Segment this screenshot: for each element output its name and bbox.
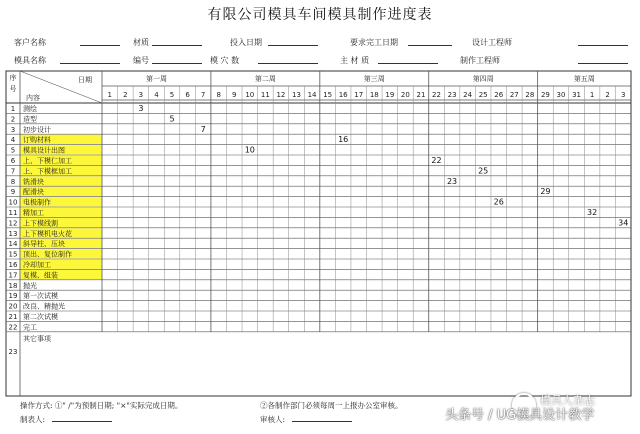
- main-material-label: 主 材 质: [340, 56, 370, 65]
- day-header: 8: [216, 91, 221, 99]
- task-name: 抛光: [23, 281, 37, 290]
- task-progress-mark: 25: [478, 166, 489, 176]
- task-name: 造型: [23, 115, 37, 124]
- day-header: 7: [200, 91, 206, 99]
- task-seq: 17: [8, 271, 18, 280]
- content-header: 内容: [26, 94, 40, 102]
- task-seq: 20: [8, 302, 18, 311]
- task-name: 精加工: [23, 209, 44, 217]
- other-seq: 23: [8, 347, 18, 356]
- task-progress-mark: 26: [493, 197, 504, 207]
- watermark-text: 头条号 / UG模具设计教学: [445, 408, 595, 423]
- task-name: 上下模机电火花: [23, 229, 72, 238]
- seq-header: 序: [9, 74, 17, 82]
- task-name: 模具设计出图: [23, 146, 65, 155]
- day-header: 16: [338, 91, 348, 99]
- preparer-field[interactable]: [52, 421, 112, 422]
- task-progress-mark: 16: [338, 135, 349, 145]
- task-name: 顶出、复位制作: [23, 250, 72, 259]
- task-progress-mark: 7: [200, 124, 206, 134]
- day-header: 26: [494, 91, 504, 99]
- task-seq: 5: [10, 146, 16, 155]
- task-seq: 11: [8, 209, 18, 217]
- day-header: 23: [447, 91, 457, 99]
- task-name: 复模、组装: [23, 271, 58, 280]
- day-header: 22: [432, 91, 441, 99]
- task-seq: 3: [10, 125, 16, 134]
- task-name: 第二次试模: [23, 313, 58, 321]
- page-title: 有限公司模具车间模具制作进度表: [207, 7, 433, 23]
- day-header: 25: [478, 91, 488, 99]
- report-note: ②各制作部门必须每周一上报办公室审核。: [260, 401, 403, 410]
- required-date-label: 要求完工日期: [350, 38, 398, 47]
- designer-label: 设计工程师: [472, 38, 512, 47]
- task-name: 上下模线割: [23, 219, 58, 228]
- day-header: 6: [185, 91, 190, 99]
- task-seq: 6: [10, 157, 16, 165]
- day-header: 11: [260, 91, 270, 99]
- task-name: 铣滑块: [23, 177, 44, 186]
- task-name: 上、下模仁加工: [23, 157, 72, 165]
- day-header: 27: [509, 91, 519, 99]
- start-date-label: 投入日期: [230, 38, 262, 47]
- task-seq: 12: [8, 219, 18, 228]
- day-header: 31: [572, 91, 582, 99]
- task-seq: 7: [10, 167, 16, 176]
- task-seq: 22: [8, 323, 18, 332]
- day-header: 2: [123, 91, 128, 99]
- task-name: 第一次试模: [23, 292, 58, 301]
- day-header: 15: [323, 91, 333, 99]
- number-label: 编号: [133, 56, 149, 65]
- day-header: 20: [400, 91, 410, 99]
- reviewer-field[interactable]: [292, 421, 352, 422]
- seq-header: 号: [9, 85, 17, 93]
- customer-label: 客户名称: [14, 38, 46, 47]
- task-seq: 1: [10, 105, 16, 113]
- preparer-label: 制表人:: [20, 415, 46, 424]
- day-header: 9: [232, 91, 237, 99]
- task-name: 改良、精抛光: [23, 302, 65, 311]
- mold-name-label: 模具名称: [14, 56, 46, 65]
- day-header: 5: [169, 91, 175, 99]
- date-header: 日期: [78, 76, 92, 84]
- task-seq: 8: [10, 177, 16, 186]
- task-seq: 14: [8, 240, 18, 249]
- operation-note: 操作方式: ①" /"为预制日期; "×"实际完成日期。: [20, 401, 183, 410]
- task-seq: 21: [8, 313, 18, 321]
- day-header: 29: [540, 91, 550, 99]
- task-seq: 13: [8, 229, 18, 238]
- maker-label: 制作工程师: [460, 56, 500, 65]
- day-header: 3: [620, 91, 626, 99]
- day-header: 1: [107, 91, 113, 99]
- task-progress-mark: 32: [587, 208, 598, 217]
- day-header: 28: [525, 91, 535, 99]
- task-progress-mark: 23: [446, 176, 458, 186]
- day-header: 13: [292, 91, 301, 99]
- task-progress-mark: 3: [138, 104, 144, 113]
- week-header: 第四周: [472, 75, 494, 83]
- task-name: 斜导柱、压块: [23, 240, 65, 249]
- day-header: 19: [385, 91, 395, 99]
- day-header: 10: [245, 91, 255, 99]
- task-seq: 18: [8, 281, 18, 290]
- task-seq: 2: [10, 115, 16, 124]
- task-name: 测绘: [23, 105, 37, 113]
- task-progress-mark: 34: [618, 218, 629, 228]
- watermark-brand: 模具人杂志: [540, 394, 595, 407]
- task-progress-mark: 5: [169, 114, 175, 124]
- day-header: 17: [354, 91, 364, 99]
- week-header: 第二周: [254, 75, 276, 83]
- task-name: 配滑块: [23, 188, 44, 197]
- task-seq: 4: [10, 136, 16, 145]
- day-header: 24: [463, 91, 473, 99]
- week-header: 第三周: [363, 75, 385, 83]
- week-header: 第一周: [145, 75, 167, 83]
- task-progress-mark: 29: [540, 187, 551, 197]
- material-label: 材质: [133, 38, 149, 47]
- day-header: 1: [589, 91, 595, 99]
- day-header: 12: [276, 91, 286, 99]
- day-header: 21: [416, 91, 426, 99]
- day-header: 18: [369, 91, 379, 99]
- reviewer-label: 审核人:: [260, 415, 286, 424]
- day-header: 4: [154, 91, 159, 99]
- day-header: 3: [138, 91, 144, 99]
- task-seq: 15: [8, 250, 18, 259]
- task-seq: 19: [8, 292, 18, 301]
- task-seq: 10: [8, 198, 18, 207]
- task-name: 电极制作: [23, 198, 51, 207]
- task-progress-mark: 10: [244, 145, 255, 155]
- task-name: 订购材料: [23, 136, 51, 145]
- task-progress-mark: 22: [431, 156, 442, 165]
- day-header: 14: [307, 91, 317, 99]
- task-name: 完工: [23, 323, 37, 332]
- task-seq: 16: [8, 261, 18, 269]
- task-name: 冷却加工: [23, 261, 51, 269]
- task-name: 初步设计: [23, 125, 51, 134]
- task-name: 上、下模框加工: [23, 167, 72, 176]
- week-header: 第五周: [573, 75, 595, 83]
- day-header: 30: [556, 91, 566, 99]
- other-label: 其它事项: [23, 334, 51, 343]
- cavity-label: 模 穴 数: [210, 56, 240, 65]
- day-header: 2: [605, 91, 610, 99]
- task-seq: 9: [10, 188, 16, 197]
